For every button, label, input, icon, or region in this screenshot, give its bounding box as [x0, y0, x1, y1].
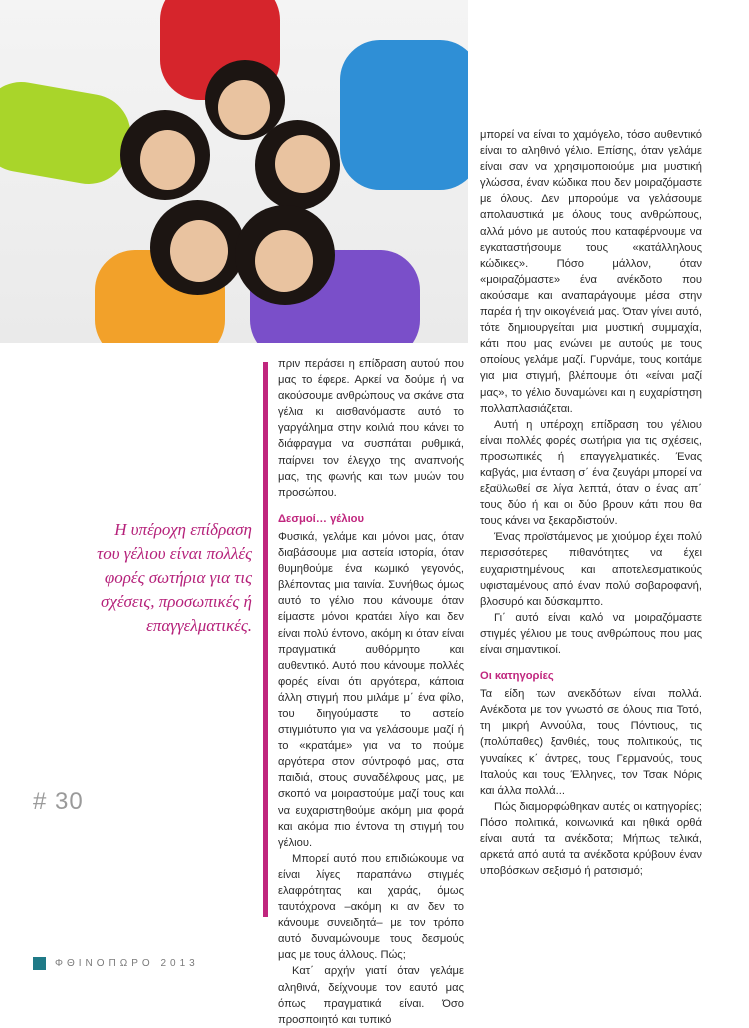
section-heading: Οι κατηγορίες	[480, 670, 554, 683]
paragraph: Γι΄ αυτό είναι καλό να μοιραζόμαστε στιγμές γέλιου με τους ανθρώπους που μας είναι σημαντικοί.	[480, 611, 702, 656]
paragraph: μπορεί να είναι το χαμόγελο, τόσο αυθεντικό είναι το αληθινό γέλιο. Επίσης, όταν γελάμε είναι σαν να χρησιμοποιούμε μια μυστική γλώσσα, έναν κώδικα που δεν μοιραζόμαστε με όλους. Δεν μπορούμε να γελάσουμε απολαυστικά με όλους τους ανθρώπους, αλλά μόνο με αυτούς που καταφέρνουμε να εγκαταστήσουμε τους «κατάλληλους κώδικες». Πόσο μάλλον, όταν «μοιραζόμαστε» ένα ανέκδοτο που ακούσαμε και αναπαράγουμε μέσα στην παρέα ή την οικογένειά μας. Όταν γίνει αυτό, τότε δημιουργείται μια μυστική συμμαχία, κάτι που μας ενώνει με αυτούς με τους οποίους γελάμε μαζί. Γυρνάμε, τους κοιτάμε για μια στιγμή, βλέπουμε ότι «είναι μαζί μας», το γέλιο δυναμώνει και η ευχαρίστηση πολλαπλασιάζεται.	[480, 129, 702, 415]
face-2	[218, 80, 270, 135]
yellow-shirt	[0, 76, 137, 191]
paragraph: πριν περάσει η επίδραση αυτού που μας το έφερε. Αρκεί να δούμε ή να ακούσουμε ανθρώπους να σκάνε στα γέλια κι αισθανόμαστε αυτό το γαργάλημα στην κοιλιά που κάνει το διάφραγμα να συσπάται ρυθμικά, παίρνει τον έλεγχο της αναπνοής μας, της φωνής και των μυών του προσώπου.	[278, 358, 464, 499]
text-column-right	[480, 127, 702, 879]
paragraph: Ένας προϊστάμενος με χιούμορ έχει πολύ περισσότερες πιθανότητες να έχει ευχαριστημένους και αποτελεσματικούς υφισταμένους από έναν πολύ σοβαροφανή, βλοσυρό και δύσκαμπτο.	[480, 531, 702, 608]
face-4	[170, 220, 228, 282]
face-1	[140, 130, 195, 190]
text-column-middle	[278, 356, 464, 1028]
paragraph: Μπορεί αυτό που επιδιώκουμε να είναι λίγες παραπάνω στιγμές ελαφρότητας και χαράς, όμως ταυτόχρονα –ακόμη κι αν δεν το κάνουμε συνειδητά– με τον τρόπο αυτό δυναμώνουμε τους δεσμούς μας με τους άλλους. Πώς;	[278, 852, 464, 962]
article-photo	[0, 0, 468, 343]
footer-square-icon	[33, 957, 46, 970]
footer-issue: ΦΘΙΝΟΠΩΡΟ 2013	[55, 958, 199, 969]
paragraph: Φυσικά, γελάμε και μόνοι μας, όταν διαβάσουμε μια αστεία ιστορία, όταν θυμηθούμε ένα κωμικό γεγονός, βλέποντας μια ταινία. Συνήθως όμως αυτό το γέλιο που κάνουμε όταν είμαστε μόνοι κρατάει λίγο και δεν είναι πολύ έντονο, ακόμη κι όταν είναι πραγματικά αυθόρμητο και αυθεντικό. Αυτό που κάνουμε πολλές φορές είναι ότι αργότερα, κάποια άλλη στιγμή που μιλάμε μ΄ ένα φίλο, του διηγούμαστε το αστείο στιγμιότυπο για να γελάσουμε μαζί ή το «κρατάμε» για να το πούμε αργότερα στον σύντροφό μας, στα παιδιά, στους συναδέλφους μας, με σκοπό να μοιραστούμε μαζί τους και να ευχαριστηθούμε ακόμη μια φορά και ακόμα πιο έντονα τη στιγμή του γέλιου.	[278, 530, 464, 849]
blue-shirt	[340, 40, 468, 190]
section-heading: Δεσμοί… γέλιου	[278, 512, 365, 525]
paragraph: Κατ΄ αρχήν γιατί όταν γελάμε αληθινά, δείχνουμε τον εαυτό μας όπως πραγματικά είναι. Όσο προσποιητό και τυπικό	[278, 965, 464, 1026]
face-5	[255, 230, 313, 292]
page-number: # 30	[33, 788, 84, 815]
accent-bar	[263, 362, 268, 917]
pull-quote: Η υπέροχη επίδραση του γέλιου είναι πολλές φορές σωτήρια για τις σχέσεις, προσωπικές ή επαγγελματικές.	[97, 520, 252, 635]
paragraph: Τα είδη των ανεκδότων είναι πολλά. Ανέκδοτα με τον γνωστό σε όλους πια Τοτό, τη μικρή Αννούλα, τους Πόντιους, τις (πολύπαθες) ξανθιές, τους πολιτικούς, τις γυναίκες κ΄ άντρες, τους Γερμανούς, τους Ιταλούς και τους Έλληνες, τον Τσακ Νόρις και άλλα πολλά...	[480, 688, 702, 797]
paragraph: Πώς διαμορφώθηκαν αυτές οι κατηγορίες; Πόσο πολιτικά, κοινωνικά και ηθικά ορθά είναι αυτά τα ανέκδοτα; Μήπως τελικά, αρκετά από αυτά τα ανέκδοτα κρύβουν έναν υποβόσκων σεξισμό ή ρατσισμό;	[480, 800, 702, 878]
face-3	[275, 135, 330, 193]
paragraph: Αυτή η υπέροχη επίδραση του γέλιου είναι πολλές φορές σωτήρια για τις σχέσεις, προσωπικές ή επαγγελματικές. Ένας καβγάς, μια ένταση σ΄ ένα ζευγάρι μπορεί να εξαϋλωθεί σε λίγα λεπτά, όταν ο ένας απ΄ τους δύο ή και οι δύο βρουν κάτι που θα τους κάνει να ξεκαρδιστούν.	[480, 418, 702, 528]
